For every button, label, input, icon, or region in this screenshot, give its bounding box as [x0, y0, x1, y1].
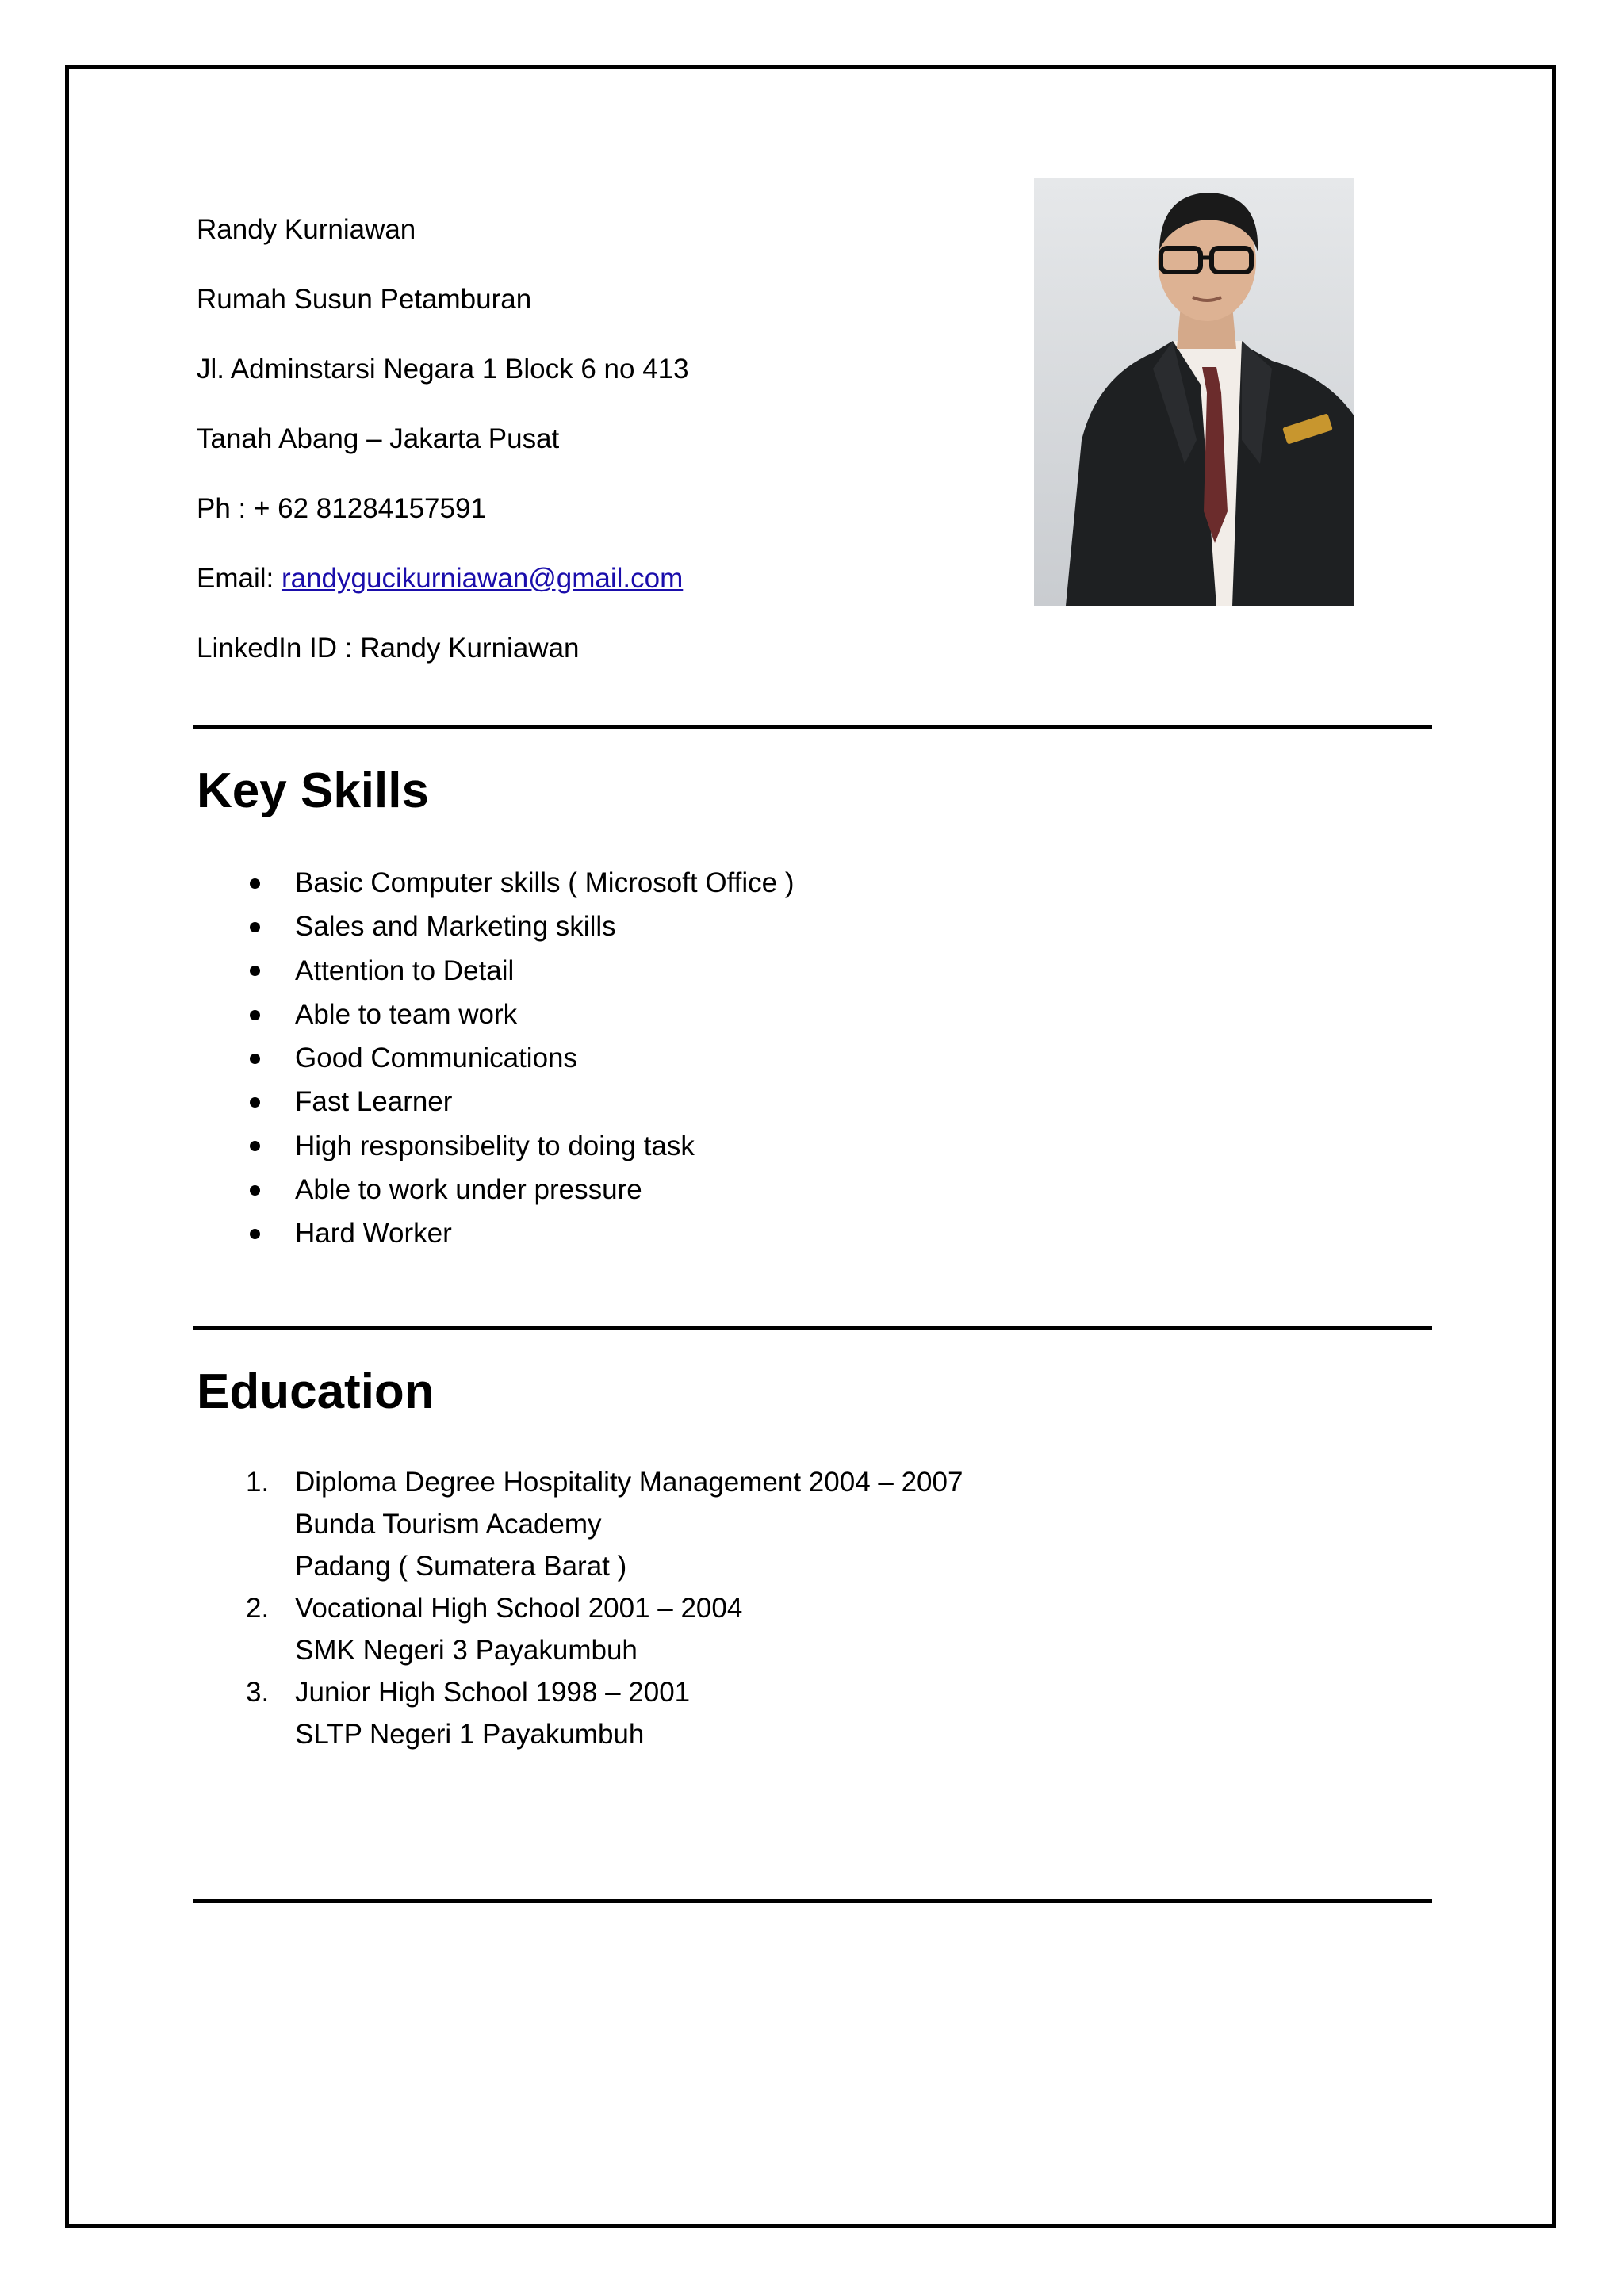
list-item — [197, 1461, 963, 1587]
skill-text: Fast Learner — [295, 1086, 453, 1118]
contact-linkedin: LinkedIn ID : Randy Kurniawan — [197, 633, 580, 664]
contact-address-line-3: Tanah Abang – Jakarta Pusat — [197, 423, 560, 454]
bullet-icon — [250, 1054, 260, 1064]
list-item — [197, 993, 795, 1036]
list-item — [197, 1211, 795, 1255]
skill-text: Good Communications — [295, 1043, 577, 1074]
contact-email-label: Email: — [197, 563, 282, 594]
bullet-icon — [250, 1010, 260, 1020]
education-line: Vocational High School 2001 – 2004 — [295, 1593, 743, 1624]
contact-address-line-1: Rumah Susun Petamburan — [197, 284, 532, 315]
bullet-icon — [250, 1185, 260, 1196]
profile-photo — [1034, 178, 1354, 606]
key-skills-list — [197, 861, 795, 1256]
list-item — [197, 1124, 795, 1168]
contact-block — [197, 195, 689, 683]
list-item — [197, 1587, 963, 1671]
education-heading: Education — [197, 1364, 435, 1419]
bullet-icon — [250, 922, 260, 932]
skill-text: Attention to Detail — [295, 955, 515, 986]
list-item — [197, 949, 795, 993]
list-item — [197, 1671, 963, 1755]
bullet-icon — [250, 1229, 260, 1239]
skill-text: High responsibelity to doing task — [295, 1130, 695, 1161]
list-item — [197, 1168, 795, 1211]
education-list — [197, 1461, 963, 1755]
education-line: SMK Negeri 3 Payakumbuh — [295, 1635, 638, 1666]
list-item — [197, 905, 795, 948]
skill-text: Basic Computer skills ( Microsoft Office ) — [295, 867, 795, 898]
contact-phone: Ph : + 62 81284157591 — [197, 493, 486, 524]
bullet-icon — [250, 966, 260, 976]
contact-email-link[interactable]: randygucikurniawan@gmail.com — [281, 563, 684, 594]
contact-name: Randy Kurniawan — [197, 214, 416, 245]
education-line: Padang ( Sumatera Barat ) — [295, 1551, 627, 1582]
skill-text: Able to work under pressure — [295, 1174, 642, 1206]
list-number: 1. — [246, 1467, 270, 1498]
education-line: Junior High School 1998 – 2001 — [295, 1677, 691, 1708]
list-item — [197, 861, 795, 905]
skill-text: Able to team work — [295, 998, 518, 1030]
skill-text: Sales and Marketing skills — [295, 911, 616, 943]
key-skills-heading: Key Skills — [197, 763, 429, 818]
divider-3 — [193, 1899, 1432, 1903]
list-item — [197, 1080, 795, 1123]
divider-2 — [193, 1326, 1432, 1330]
list-number: 3. — [246, 1677, 270, 1708]
education-line: SLTP Negeri 1 Payakumbuh — [295, 1719, 645, 1750]
list-item — [197, 1036, 795, 1080]
divider-1 — [193, 725, 1432, 729]
education-line: Bunda Tourism Academy — [295, 1509, 602, 1540]
bullet-icon — [250, 1141, 260, 1151]
bullet-icon — [250, 1097, 260, 1108]
list-number: 2. — [246, 1593, 270, 1624]
skill-text: Hard Worker — [295, 1218, 452, 1249]
contact-email-row — [197, 544, 689, 614]
education-line: Diploma Degree Hospitality Management 2004 – 2007 — [295, 1467, 963, 1498]
contact-address-line-2: Jl. Adminstarsi Negara 1 Block 6 no 413 — [197, 354, 689, 385]
bullet-icon — [250, 878, 260, 889]
